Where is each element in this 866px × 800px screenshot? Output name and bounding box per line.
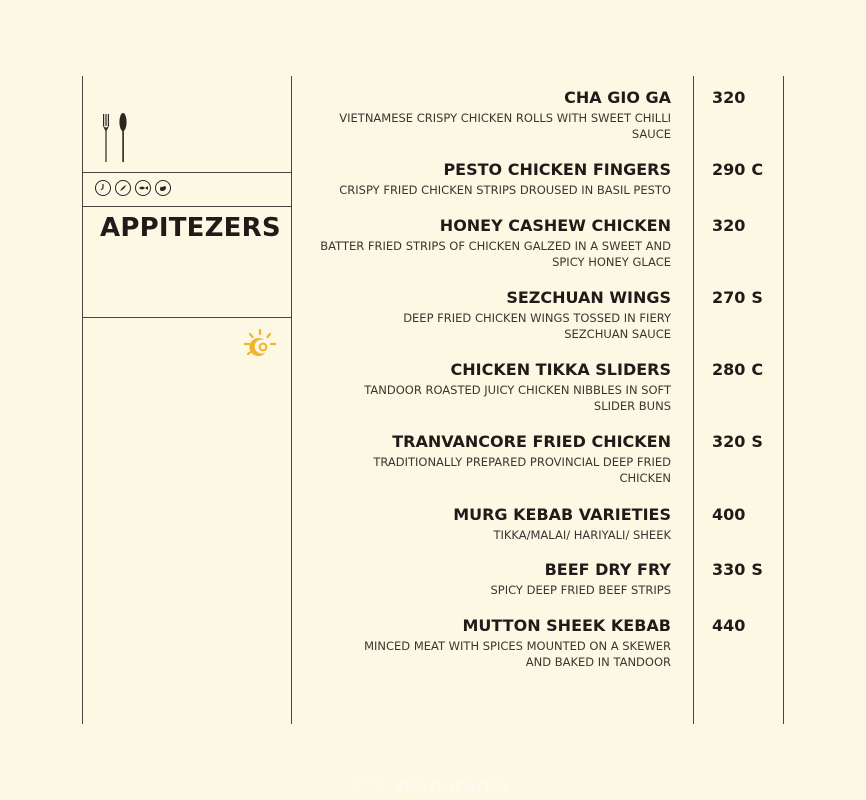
item-description: TANDOOR ROASTED JUICY CHICKEN NIBBLES IN SOFT SLIDER BUNS — [364, 383, 671, 413]
item-name: HONEY CASHEW CHICKEN — [439, 216, 671, 235]
fish-icon — [135, 180, 151, 196]
cutlery-icon — [100, 112, 132, 164]
item-price-row — [712, 616, 751, 635]
sun-icon — [242, 328, 278, 360]
item-description: TIKKA/MALAI/ HARIYALI/ SHEEK — [493, 528, 671, 542]
sidebar-rule-3 — [82, 317, 292, 318]
item-description: CRISPY FRIED CHICKEN STRIPS DROUSED IN BASIL PESTO — [339, 183, 671, 197]
left-border — [82, 76, 83, 724]
item-price: 320 — [712, 88, 746, 107]
price-column-divider-left — [693, 76, 694, 724]
item-name: PESTO CHICKEN FINGERS — [443, 160, 671, 179]
item-price-row — [712, 88, 751, 107]
item-price: 320 — [712, 216, 746, 235]
sidebar-divider — [291, 76, 292, 724]
price-column-divider-right — [783, 76, 784, 724]
item-price: 440 — [712, 616, 746, 635]
watermark-text: manorama — [397, 773, 509, 798]
watermark-logo-icon — [345, 772, 389, 800]
item-description: DEEP FRIED CHICKEN WINGS TOSSED IN FIERY SEZCHUAN SAUCE — [403, 311, 671, 341]
item-price-row — [712, 505, 751, 524]
item-tag: S — [751, 432, 763, 451]
sidebar-rule-1 — [82, 172, 292, 173]
section-title: APPITEZERS — [100, 213, 281, 243]
item-name: BEEF DRY FRY — [544, 560, 671, 579]
watermark — [345, 772, 508, 800]
item-name: TRANVANCORE FRIED CHICKEN — [392, 432, 671, 451]
clock-icon — [95, 180, 111, 196]
item-tag: C — [751, 360, 764, 379]
sidebar-rule-2 — [82, 206, 292, 207]
diet-icons — [95, 180, 171, 196]
item-price-row — [712, 560, 763, 579]
item-price-row — [712, 288, 763, 307]
item-tag: C — [751, 160, 764, 179]
item-price: 320 — [712, 432, 746, 451]
item-price-row — [712, 216, 751, 235]
item-description: VIETNAMESE CRISPY CHICKEN ROLLS WITH SWEET CHILLI SAUCE — [339, 111, 671, 141]
item-price-row — [712, 432, 763, 451]
chicken-icon — [155, 180, 171, 196]
item-name: MURG KEBAB VARIETIES — [453, 505, 671, 524]
item-name: MUTTON SHEEK KEBAB — [462, 616, 671, 635]
item-price: 290 — [712, 160, 746, 179]
item-price: 330 — [712, 560, 746, 579]
item-description: BATTER FRIED STRIPS OF CHICKEN GALZED IN A SWEET AND SPICY HONEY GLACE — [320, 239, 671, 269]
item-price-row — [712, 360, 763, 379]
item-name: CHICKEN TIKKA SLIDERS — [450, 360, 671, 379]
item-price: 280 — [712, 360, 746, 379]
item-description: TRADITIONALLY PREPARED PROVINCIAL DEEP FRIED CHICKEN — [373, 455, 671, 485]
item-name: SEZCHUAN WINGS — [506, 288, 671, 307]
item-description: SPICY DEEP FRIED BEEF STRIPS — [490, 583, 671, 597]
item-price: 400 — [712, 505, 746, 524]
item-price-row — [712, 160, 763, 179]
item-price: 270 — [712, 288, 746, 307]
item-description: MINCED MEAT WITH SPICES MOUNTED ON A SKEWER AND BAKED IN TANDOOR — [364, 639, 671, 669]
item-tag: S — [751, 288, 763, 307]
item-tag: S — [751, 560, 763, 579]
chili-icon — [115, 180, 131, 196]
item-name: CHA GIO GA — [564, 88, 671, 107]
